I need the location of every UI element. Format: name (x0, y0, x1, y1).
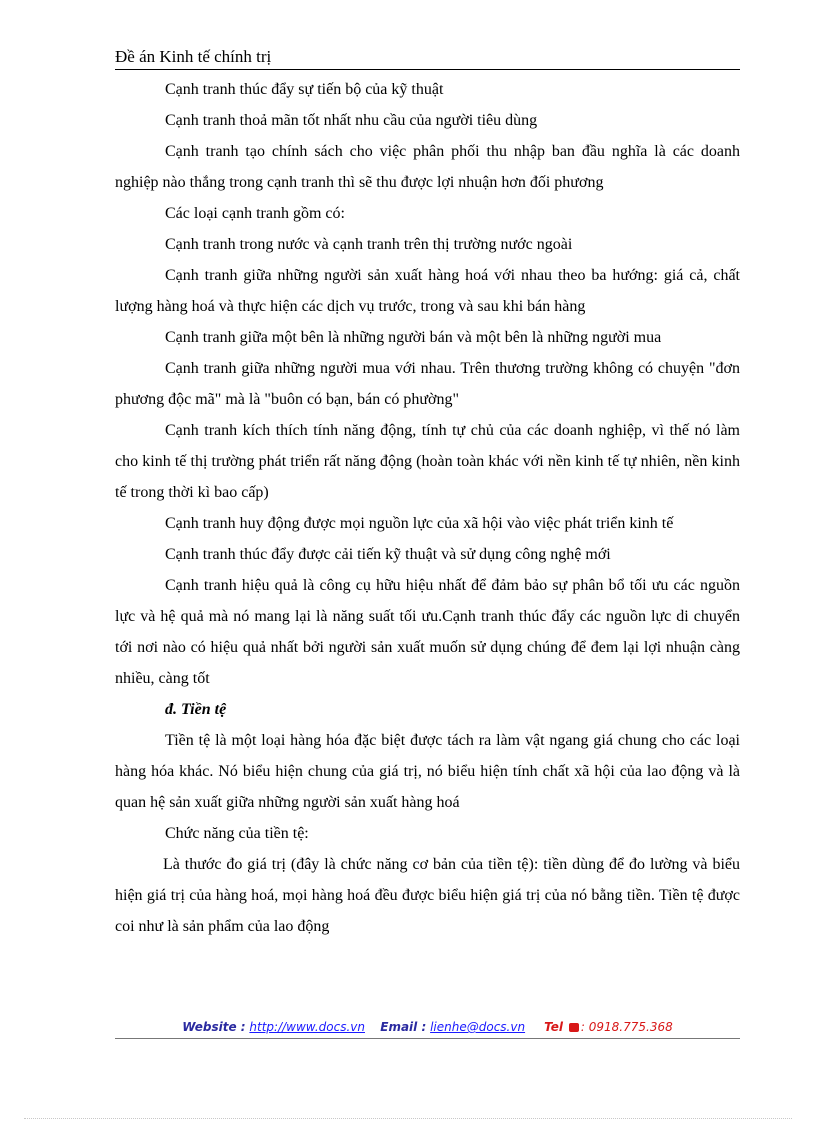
email-label: Email : (380, 1020, 427, 1034)
page-header (115, 46, 740, 70)
website-link[interactable]: http://www.docs.vn (249, 1020, 365, 1034)
paragraph: Cạnh tranh huy động được mọi nguồn lực của xã hội vào việc phát triển kinh tế (165, 515, 674, 532)
website-label: Website : (182, 1020, 246, 1034)
paragraph: Cạnh tranh giữa những người sản xuất hàng hoá với nhau theo ba hướng: giá cả, chất lượng hàng hoá và thực hiện các dịch vụ trước, trong và sau khi bán hàng (115, 267, 740, 315)
paragraph: Tiền tệ là một loại hàng hóa đặc biệt được tách ra làm vật ngang giá chung cho các loại hàng hóa khác. Nó biểu hiện chung của giá trị, nó biểu hiện tính chất xã hội của lao động và là quan hệ sản xuất giữa những người sản xuất hàng hoá (115, 732, 740, 811)
paragraph: Cạnh tranh thoả mãn tốt nhất nhu cầu của người tiêu dùng (165, 112, 538, 129)
paragraph: Cạnh tranh thúc đẩy được cải tiến kỹ thuật và sử dụng công nghệ mới (165, 546, 611, 563)
paragraph: Cạnh tranh giữa một bên là những người bán và một bên là những người mua (165, 329, 662, 346)
paragraph: Cạnh tranh thúc đẩy sự tiến bộ của kỹ thuật (165, 81, 444, 98)
paragraph: Là thước đo giá trị (đây là chức năng cơ bản của tiền tệ): tiền dùng để đo lường và biểu hiện giá trị của hàng hoá, mọi hàng hoá đều được biểu hiện giá trị của nó bằng tiền. Tiền tệ được coi như là sản phẩm của lao động (115, 856, 740, 935)
tel-label: Tel (544, 1020, 564, 1034)
section-heading: đ. Tiền tệ (165, 701, 227, 718)
document-body (115, 74, 740, 942)
paragraph: Cạnh tranh giữa những người mua với nhau. Trên thương trường không có chuyện "đơn phương độc mã" mà là "buôn có bạn, bán có phường" (115, 360, 740, 408)
document-title: Đề án Kinh tế chính trị (115, 47, 272, 66)
page-bottom-border (24, 1118, 792, 1119)
page-footer (115, 1018, 740, 1039)
telephone-icon (569, 1023, 579, 1032)
paragraph: Các loại cạnh tranh gồm có: (165, 205, 345, 222)
paragraph: Cạnh tranh hiệu quả là công cụ hữu hiệu nhất để đảm bảo sự phân bổ tối ưu các nguồn lực và hệ quả mà nó mang lại là năng suất tối ưu.Cạnh tranh thúc đẩy các nguồn lực di chuyển tới nơi nào có hiệu quả nhất bởi người sản xuất muốn sử dụng chúng để đem lại lợi nhuận càng nhiều, càng tốt (115, 577, 740, 687)
paragraph: Cạnh tranh trong nước và cạnh tranh trên thị trường nước ngoài (165, 236, 573, 253)
tel-separator: : (580, 1020, 585, 1034)
paragraph: Cạnh tranh tạo chính sách cho việc phân phối thu nhập ban đầu nghĩa là các doanh nghiệp nào thắng trong cạnh tranh thì sẽ thu được lợi nhuận hơn đối phương (115, 143, 740, 191)
email-link[interactable]: lienhe@docs.vn (430, 1020, 526, 1034)
paragraph: Chức năng của tiền tệ: (165, 825, 309, 842)
phone-number: 0918.775.368 (588, 1020, 673, 1034)
paragraph: Cạnh tranh kích thích tính năng động, tính tự chủ của các doanh nghiệp, vì thế nó làm cho kinh tế thị trường phát triển rất năng động (hoàn toàn khác với nền kinh tế tự nhiên, nền kinh tế trong thời kì bao cấp) (115, 422, 740, 501)
